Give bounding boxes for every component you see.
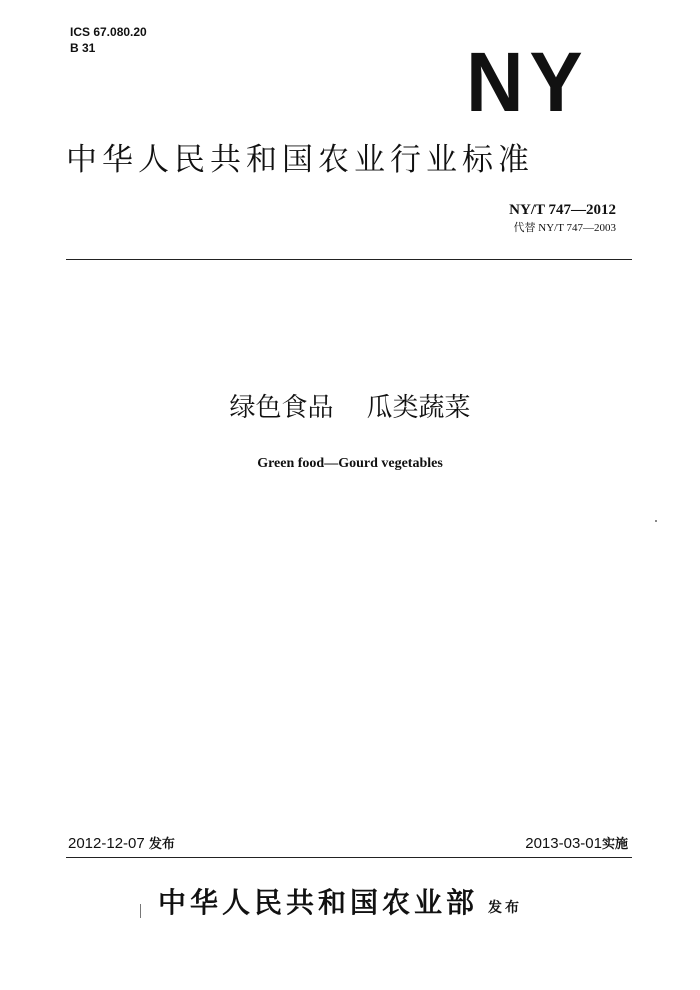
- english-title: Green food—Gourd vegetables: [257, 456, 443, 471]
- standard-number: NY/T 747—2012: [509, 202, 616, 218]
- issue-date: 2012-12-07: [68, 835, 145, 852]
- implement-date: 2013-03-01: [525, 835, 602, 852]
- issuer-action: 发布: [488, 900, 522, 916]
- speck: [655, 520, 657, 522]
- org-title: 中华人民共和国农业行业标准: [66, 142, 534, 178]
- replaces-standard: 代替 NY/T 747—2003: [513, 222, 616, 234]
- issue-date-line: [68, 834, 175, 855]
- standard-number-block: [509, 200, 616, 236]
- margin-tick: [140, 904, 141, 918]
- top-divider: [66, 259, 632, 260]
- issuer-name: 中华人民共和国农业部: [158, 886, 479, 919]
- chinese-title: 绿色食品 瓜类蔬菜: [229, 393, 471, 423]
- issue-label: 发布: [148, 837, 175, 852]
- implement-date-line: [525, 834, 628, 855]
- ics-code: ICS 67.080.20: [70, 25, 147, 39]
- implement-label: 实施: [601, 837, 628, 852]
- ny-logo: NY: [466, 35, 589, 129]
- classification-codes: [70, 24, 147, 56]
- bottom-divider: [66, 857, 632, 858]
- ccs-code: B 31: [70, 41, 96, 55]
